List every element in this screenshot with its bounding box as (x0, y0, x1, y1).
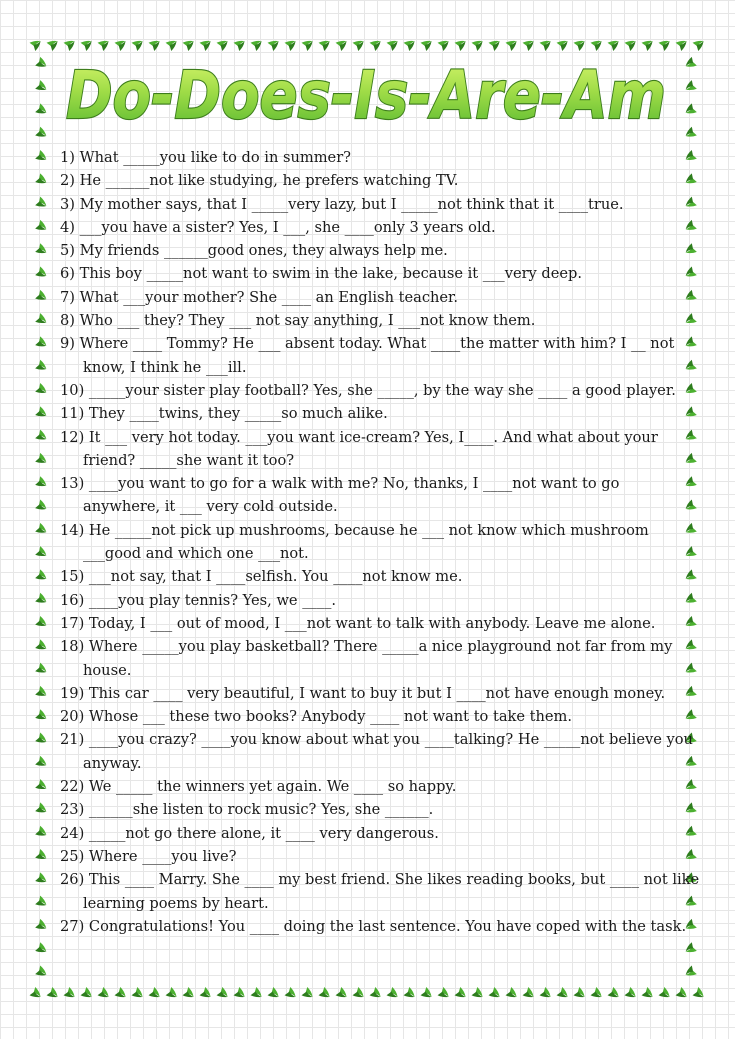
leaf-arrow-icon (591, 37, 605, 51)
exercise-text: Today, I ___ out of mood, I ___not want to talk with anybody. Leave me alone. (88, 614, 656, 632)
exercise-text: It ___ very hot today. ___you want ice-cream? Yes, I____. And what about your (88, 428, 658, 446)
leaf-arrow-icon (115, 37, 129, 51)
exercise-number: 13) (60, 475, 85, 493)
leaf-arrow-icon (523, 37, 537, 51)
leaf-arrow-icon (683, 942, 697, 956)
exercise-text: _____not go there alone, it ____ very dangerous. (88, 824, 439, 842)
leaf-arrow-icon (183, 37, 197, 51)
leaf-arrow-icon (523, 987, 537, 1001)
exercise-item (60, 845, 688, 868)
exercise-text: They ____twins, they _____so much alike. (88, 405, 388, 423)
leaf-arrow-icon (35, 336, 49, 350)
leaf-arrow-icon (268, 987, 282, 1001)
leaf-arrow-icon (35, 243, 49, 257)
leaf-arrow-icon (35, 383, 49, 397)
leaf-arrow-icon (35, 779, 49, 793)
leaf-arrow-icon (472, 987, 486, 1001)
leaf-arrow-icon (642, 987, 656, 1001)
exercise-number: 26) (60, 871, 85, 889)
leaf-arrow-icon (336, 37, 350, 51)
exercise-text: ___you have a sister? Yes, I ___, she ____only 3 years old. (79, 218, 496, 236)
leaf-arrow-icon (489, 37, 503, 51)
leaf-arrow-icon (35, 686, 49, 700)
exercise-number: 1) (60, 149, 75, 166)
exercise-text-continued: know, I think he ___ill. (83, 358, 247, 376)
leaf-arrow-icon (421, 987, 435, 1001)
leaf-border-left (34, 52, 50, 986)
exercise-number: 19) (60, 684, 85, 702)
exercise-text: Who ___ they? They ___ not say anything, I ___not know them. (79, 312, 536, 330)
leaf-arrow-icon (693, 37, 707, 51)
exercise-text: What _____you like to do in summer? (79, 149, 351, 166)
exercise-item (60, 239, 688, 262)
leaf-arrow-icon (98, 37, 112, 51)
leaf-arrow-icon (683, 966, 697, 980)
leaf-arrow-icon (659, 987, 673, 1001)
leaf-arrow-icon (353, 37, 367, 51)
leaf-arrow-icon (251, 987, 265, 1001)
leaf-arrow-icon (35, 313, 49, 327)
leaf-arrow-icon (64, 37, 78, 51)
leaf-arrow-icon (421, 37, 435, 51)
leaf-arrow-icon (404, 37, 418, 51)
exercise-text: This boy _____not want to swim in the lake, because it ___very deep. (79, 265, 583, 283)
leaf-arrow-icon (132, 987, 146, 1001)
exercise-number: 21) (60, 731, 85, 749)
leaf-arrow-icon (35, 663, 49, 677)
exercise-list (60, 146, 700, 938)
exercise-text: Where _____you play basketball? There _____a nice playground not far from my (88, 638, 673, 656)
leaf-border-top (28, 36, 708, 52)
exercise-text: We _____ the winners yet again. We ____ so happy. (88, 778, 457, 796)
leaf-arrow-icon (35, 849, 49, 863)
exercise-item (60, 472, 688, 519)
leaf-arrow-icon (115, 987, 129, 1001)
leaf-arrow-icon (64, 987, 78, 1001)
leaf-arrow-icon (693, 987, 707, 1001)
leaf-arrow-icon (81, 37, 95, 51)
exercise-text: ______she listen to rock music? Yes, she ______. (88, 801, 434, 819)
leaf-arrow-icon (285, 987, 299, 1001)
leaf-arrow-icon (35, 872, 49, 886)
leaf-arrow-icon (557, 987, 571, 1001)
leaf-arrow-icon (659, 37, 673, 51)
leaf-arrow-icon (35, 733, 49, 747)
exercise-number: 24) (60, 824, 85, 842)
leaf-arrow-icon (35, 523, 49, 537)
exercise-item (60, 379, 688, 402)
exercise-text-continued: anywhere, it ___ very cold outside. (83, 498, 338, 516)
leaf-arrow-icon (625, 987, 639, 1001)
exercise-number: 5) (60, 242, 75, 260)
leaf-arrow-icon (183, 987, 197, 1001)
exercise-number: 3) (60, 195, 75, 213)
exercise-number: 6) (60, 265, 75, 283)
exercise-item (60, 915, 688, 938)
leaf-arrow-icon (540, 987, 554, 1001)
leaf-arrow-icon (489, 987, 503, 1001)
exercise-item (60, 309, 688, 332)
exercise-text: This ____ Marry. She ____ my best friend. She likes reading books, but ____ not like (88, 871, 700, 889)
exercise-item (60, 589, 688, 612)
exercise-text: ____you play tennis? Yes, we ____. (88, 591, 337, 609)
leaf-arrow-icon (438, 987, 452, 1001)
exercise-text: ____you crazy? ____you know about what you ____talking? He _____not believe you (88, 731, 693, 749)
leaf-arrow-icon (166, 987, 180, 1001)
exercise-item (60, 612, 688, 635)
exercise-text-continued: anyway. (83, 754, 142, 772)
leaf-arrow-icon (268, 37, 282, 51)
leaf-arrow-icon (234, 987, 248, 1001)
exercise-number: 20) (60, 708, 85, 726)
exercise-text-continued: ___good and which one ___not. (83, 545, 309, 563)
leaf-arrow-icon (35, 173, 49, 187)
leaf-arrow-icon (608, 37, 622, 51)
leaf-arrow-icon (370, 37, 384, 51)
exercise-number: 22) (60, 778, 85, 796)
leaf-arrow-icon (302, 37, 316, 51)
leaf-arrow-icon (676, 987, 690, 1001)
leaf-arrow-icon (35, 430, 49, 444)
leaf-arrow-icon (35, 802, 49, 816)
exercise-text: Where ____ Tommy? He ___ absent today. What ____the matter with him? I __ not (79, 335, 675, 353)
leaf-arrow-icon (30, 987, 44, 1001)
leaf-arrow-icon (81, 987, 95, 1001)
exercise-item (60, 146, 688, 169)
leaf-arrow-icon (35, 197, 49, 211)
exercise-text: What ___your mother? She ____ an English teacher. (79, 288, 459, 306)
leaf-arrow-icon (35, 406, 49, 420)
leaf-arrow-icon (35, 453, 49, 467)
leaf-arrow-icon (35, 569, 49, 583)
leaf-arrow-icon (35, 966, 49, 980)
leaf-arrow-icon (302, 987, 316, 1001)
exercise-number: 25) (60, 847, 85, 865)
leaf-arrow-icon (472, 37, 486, 51)
exercise-number: 16) (60, 591, 85, 609)
leaf-arrow-icon (35, 546, 49, 560)
exercise-number: 8) (60, 312, 75, 330)
exercise-text: _____your sister play football? Yes, she _____, by the way she ____ a good player. (88, 381, 676, 399)
exercise-number: 2) (60, 172, 75, 190)
exercise-text: ____you want to go for a walk with me? No, thanks, I ____not want to go (88, 475, 620, 493)
exercise-item (60, 798, 688, 821)
leaf-arrow-icon (455, 37, 469, 51)
leaf-arrow-icon (353, 987, 367, 1001)
leaf-arrow-icon (35, 290, 49, 304)
exercise-text: Where ____you live? (88, 847, 237, 865)
leaf-arrow-icon (438, 37, 452, 51)
exercise-item (60, 262, 688, 285)
exercise-number: 14) (60, 521, 85, 539)
leaf-arrow-icon (285, 37, 299, 51)
exercise-number: 10) (60, 381, 85, 399)
leaf-arrow-icon (35, 476, 49, 490)
leaf-arrow-icon (35, 360, 49, 374)
exercise-item (60, 193, 688, 216)
exercise-number: 7) (60, 288, 75, 306)
leaf-arrow-icon (234, 37, 248, 51)
exercise-item (60, 519, 688, 566)
leaf-arrow-icon (149, 37, 163, 51)
exercise-text: This car ____ very beautiful, I want to buy it but I ____not have enough money. (88, 684, 666, 702)
exercise-item (60, 216, 688, 239)
exercise-text: My friends ______good ones, they always help me. (79, 242, 448, 260)
leaf-arrow-icon (676, 37, 690, 51)
exercise-text-continued: house. (83, 661, 132, 679)
exercise-item (60, 286, 688, 309)
leaf-arrow-icon (557, 37, 571, 51)
leaf-arrow-icon (35, 220, 49, 234)
leaf-arrow-icon (608, 987, 622, 1001)
leaf-arrow-icon (642, 37, 656, 51)
leaf-arrow-icon (35, 500, 49, 514)
leaf-arrow-icon (35, 616, 49, 630)
leaf-arrow-icon (200, 37, 214, 51)
exercise-item (60, 775, 688, 798)
exercise-number: 23) (60, 801, 85, 819)
exercise-number: 17) (60, 614, 85, 632)
exercise-item (60, 635, 688, 682)
leaf-arrow-icon (166, 37, 180, 51)
exercise-text: ___not say, that I ____selfish. You ____not know me. (88, 568, 463, 586)
leaf-arrow-icon (35, 826, 49, 840)
leaf-arrow-icon (370, 987, 384, 1001)
leaf-arrow-icon (506, 987, 520, 1001)
leaf-arrow-icon (336, 987, 350, 1001)
exercise-text-continued: friend? _____she want it too? (83, 451, 295, 469)
exercise-number: 9) (60, 335, 75, 353)
leaf-arrow-icon (319, 37, 333, 51)
exercise-item (60, 822, 688, 845)
leaf-arrow-icon (35, 942, 49, 956)
exercise-item (60, 169, 688, 192)
exercise-text: Congratulations! You ____ doing the last sentence. You have coped with the task. (88, 917, 687, 935)
leaf-arrow-icon (35, 267, 49, 281)
leaf-arrow-icon (35, 896, 49, 910)
exercise-number: 11) (60, 405, 85, 423)
exercise-item (60, 868, 700, 915)
exercise-number: 15) (60, 568, 85, 586)
leaf-arrow-icon (30, 37, 44, 51)
exercise-item (60, 565, 688, 588)
leaf-arrow-icon (35, 709, 49, 723)
leaf-arrow-icon (35, 150, 49, 164)
leaf-arrow-icon (35, 756, 49, 770)
leaf-arrow-icon (132, 37, 146, 51)
leaf-arrow-icon (591, 987, 605, 1001)
exercise-number: 4) (60, 218, 75, 236)
leaf-arrow-icon (387, 987, 401, 1001)
exercise-item (60, 426, 688, 473)
exercise-item (60, 682, 688, 705)
leaf-arrow-icon (540, 37, 554, 51)
leaf-arrow-icon (98, 987, 112, 1001)
leaf-arrow-icon (506, 37, 520, 51)
leaf-arrow-icon (217, 987, 231, 1001)
leaf-arrow-icon (574, 987, 588, 1001)
exercise-item (60, 402, 688, 425)
leaf-arrow-icon (574, 37, 588, 51)
exercise-number: 12) (60, 428, 85, 446)
exercise-item (60, 705, 688, 728)
title-text: Do-Does-Is-Are-Am (66, 57, 666, 134)
exercise-number: 18) (60, 638, 85, 656)
leaf-arrow-icon (35, 593, 49, 607)
exercise-text-continued: learning poems by heart. (83, 894, 269, 912)
leaf-arrow-icon (47, 37, 61, 51)
exercise-text: He ______not like studying, he prefers watching TV. (79, 172, 459, 190)
leaf-arrow-icon (47, 987, 61, 1001)
leaf-arrow-icon (217, 37, 231, 51)
leaf-arrow-icon (200, 987, 214, 1001)
leaf-arrow-icon (404, 987, 418, 1001)
leaf-arrow-icon (455, 987, 469, 1001)
exercise-number: 27) (60, 917, 85, 935)
leaf-arrow-icon (35, 639, 49, 653)
exercise-item (60, 728, 693, 775)
leaf-arrow-icon (35, 919, 49, 933)
exercise-text: My mother says, that I _____very lazy, but I _____not think that it ____true. (79, 195, 624, 213)
leaf-arrow-icon (149, 987, 163, 1001)
leaf-arrow-icon (625, 37, 639, 51)
exercise-item (60, 332, 688, 379)
exercise-text: He _____not pick up mushrooms, because he ___ not know which mushroom (88, 521, 649, 539)
exercise-text: Whose ___ these two books? Anybody ____ not want to take them. (88, 708, 573, 726)
leaf-arrow-icon (319, 987, 333, 1001)
leaf-arrow-icon (387, 37, 401, 51)
leaf-border-bottom (28, 986, 708, 1002)
leaf-arrow-icon (251, 37, 265, 51)
worksheet-title (0, 52, 735, 136)
